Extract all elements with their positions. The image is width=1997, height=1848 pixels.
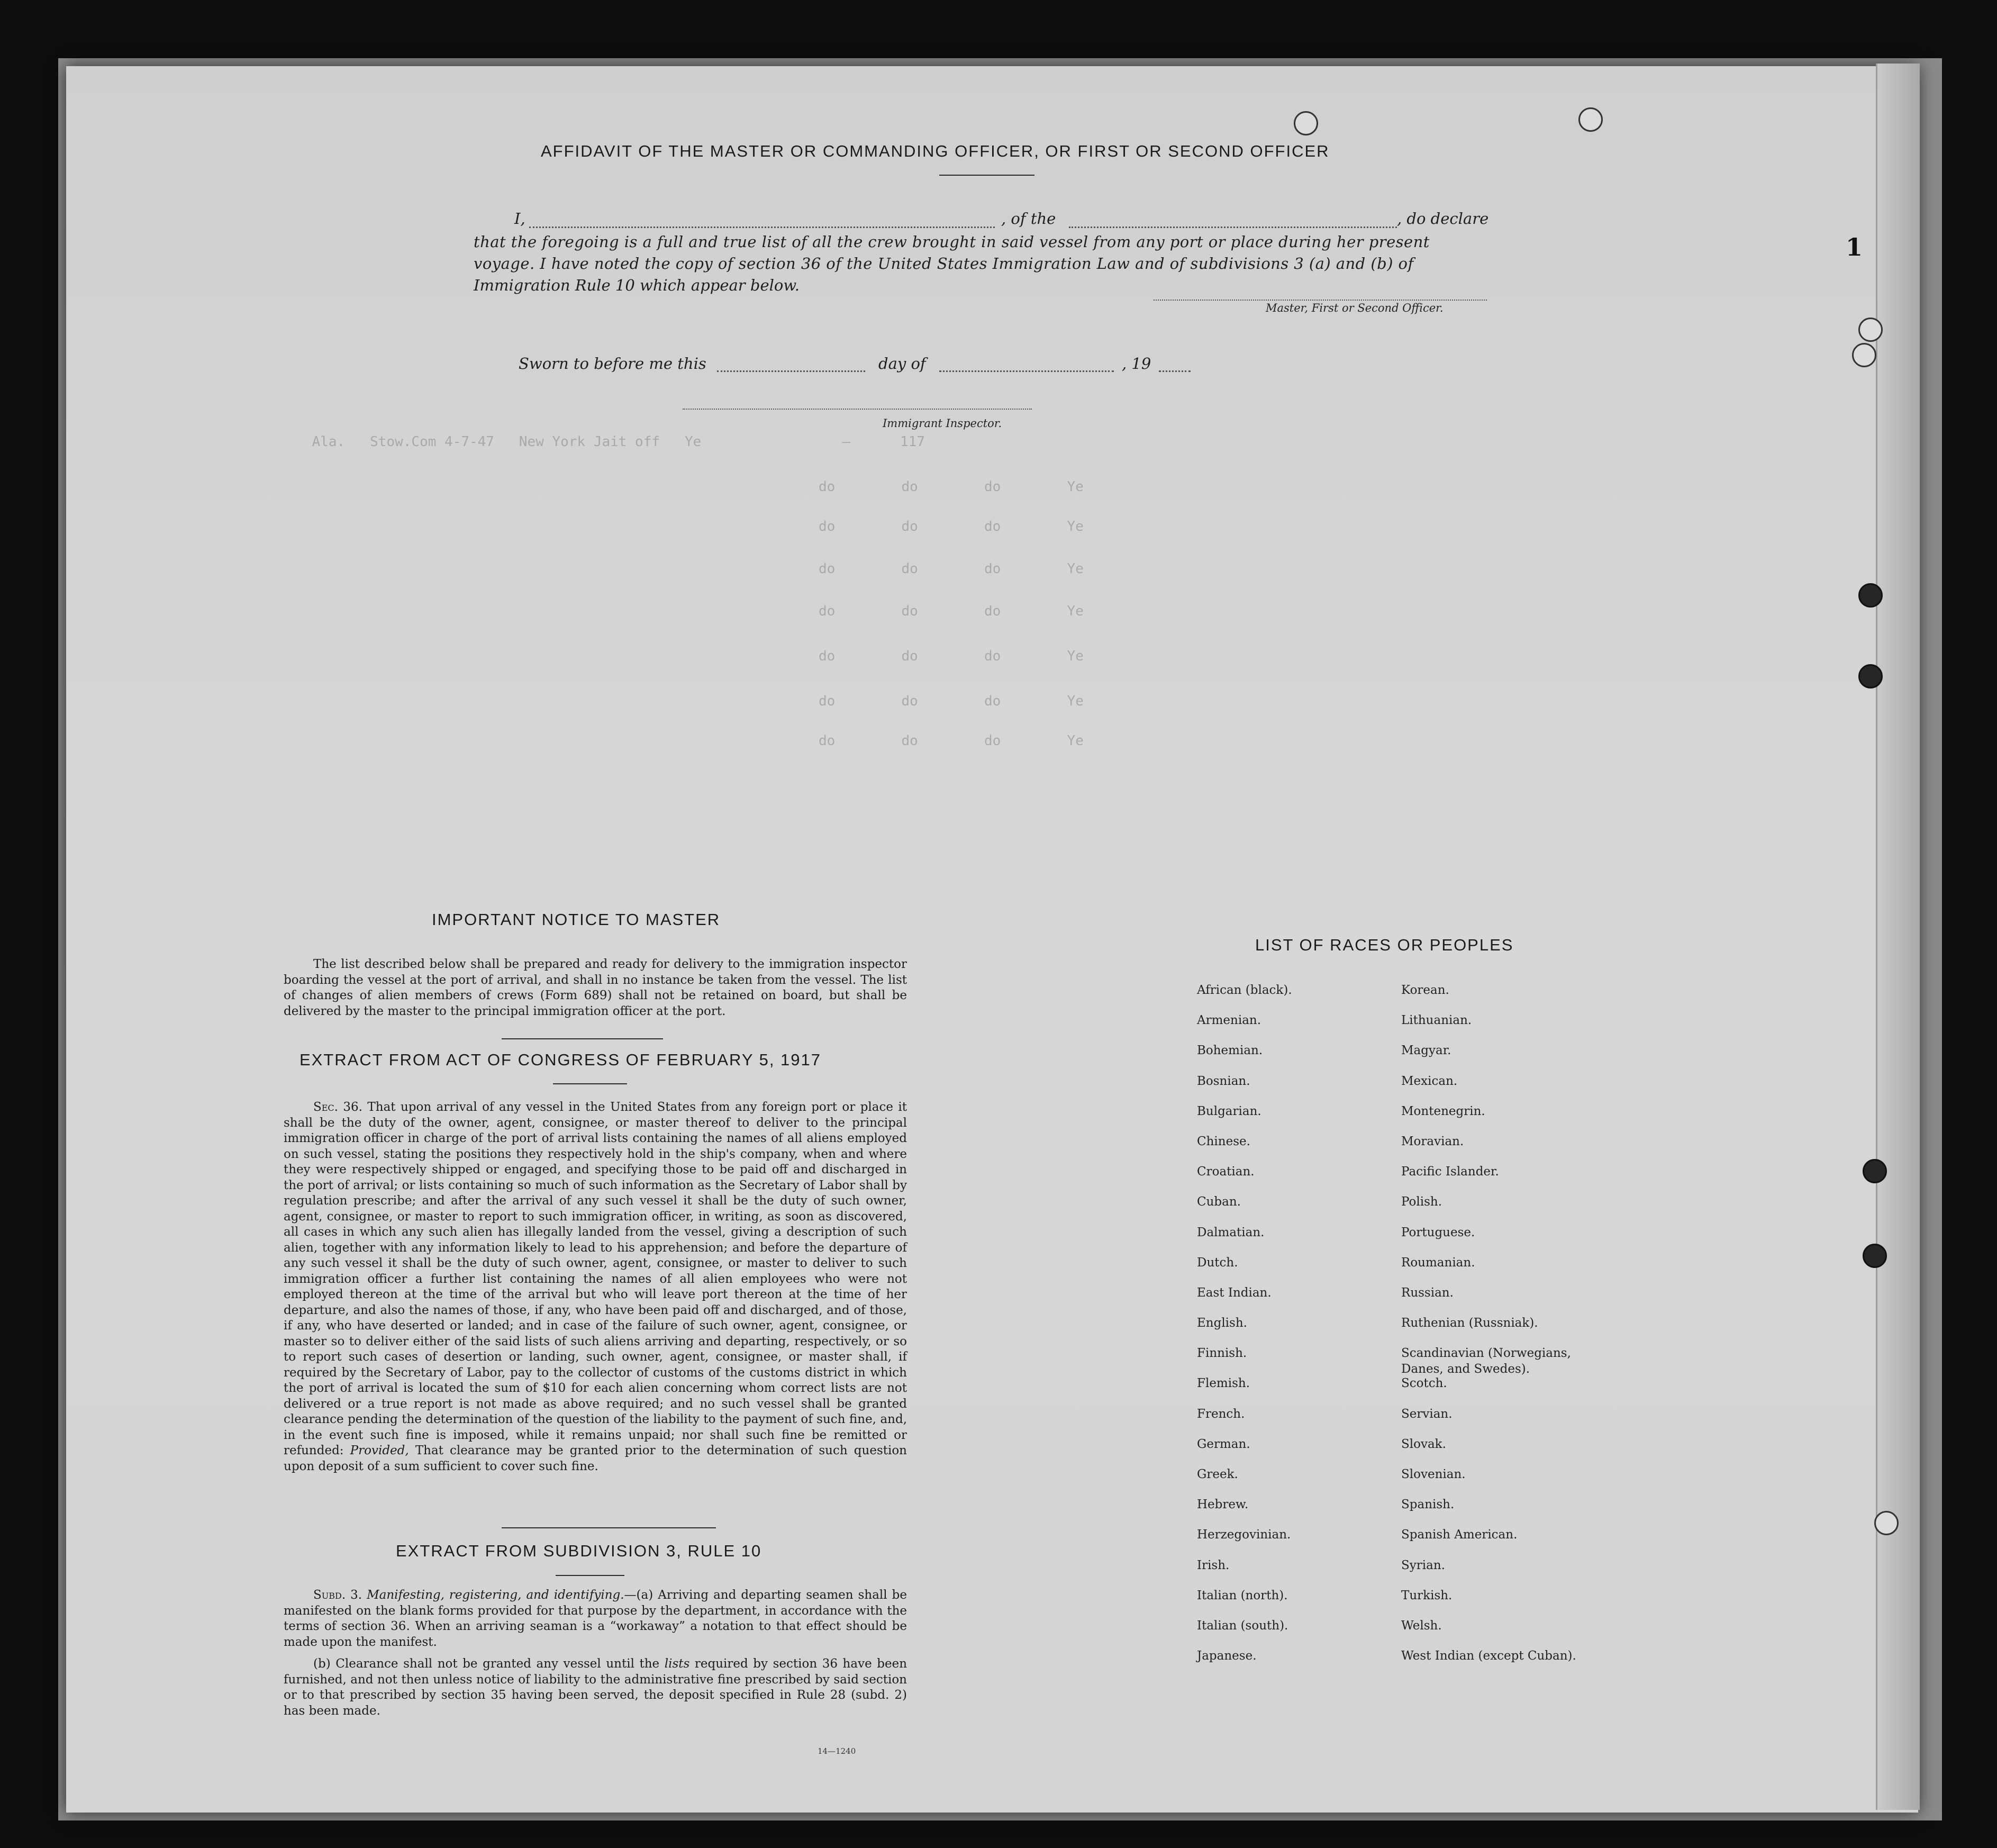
race-item: Scandinavian (Norwegians, Danes, and Swedes). xyxy=(1401,1346,1571,1376)
race-item: Ruthenian (Russniak). xyxy=(1401,1316,1538,1330)
race-item: Greek. xyxy=(1197,1467,1238,1481)
act-text: That upon arrival of any vessel in the United States from any foreign port or place it shall be the duty of the owner, agent, consignee, or master thereof to deliver to the principal immigration officer in charge of the port of arrival lists containing the names of all aliens employed on such vessel, stating the positions they respectively hold in the ship's company, when and where they were respectively shipped or engaged, and specifying those to be paid off and discharged in the port of arrival; or lists containing so much of such information as the Secretary of Labor shall by regulation prescribe; and after the arrival of any such vessel it shall be the duty of such owner, agent, consignee, or master to report to such immigration officer, in writing, as soon as discovered, all cases in which any such alien has illegally landed from the vessel, giving a description of such alien, together with any information likely to lead to his apprehension; and before the departure of any such vessel it shall be the duty of such owner, agent, consignee, or master to deliver to such immigration officer a further list containing the names of all alien employees who were not employed thereon at the time of the arrival but who will leave port thereon at the time of her departure, and also the names of those, if any, who have been paid off and discharged, and of those, if any, who have deserted or landed; and in case of the failure of such owner, agent, consignee, or master so to deliver either of the said lists of such aliens arriving and departing, respectively, or so to report such cases of desertion or landing, such owner, agent, consignee, or master shall, if required by the Secretary of Labor, pay to the collector of customs of the customs district in which the port of arrival is located the sum of $10 for each alien concerning whom correct lists are not delivered or a true report is not made as above required; and no such vessel shall be granted clearance pending the determination of the question of the liability to the payment of such fine, and, in the event such fine is imposed, while it remains unpaid; nor shall such fine be remitted or refunded: xyxy=(284,1100,907,1457)
race-item: Moravian. xyxy=(1401,1134,1464,1148)
sworn-day-of: day of xyxy=(878,355,926,373)
race-item: Lithuanian. xyxy=(1401,1013,1472,1028)
punch-hole xyxy=(1852,343,1876,367)
punch-hole xyxy=(1858,318,1883,342)
act-provided-label: Provided, xyxy=(350,1444,409,1457)
title-divider xyxy=(939,175,1034,176)
punch-hole xyxy=(1863,1244,1887,1268)
act-body xyxy=(284,1100,907,1474)
race-item: Syrian. xyxy=(1401,1558,1445,1572)
punch-hole xyxy=(1578,107,1603,132)
race-item: Polish. xyxy=(1401,1195,1442,1209)
race-item: Armenian. xyxy=(1197,1013,1261,1028)
declaration-of-the: , of the xyxy=(1001,210,1056,228)
race-item: Portuguese. xyxy=(1401,1225,1475,1239)
bleed-through-text: do do do Ye xyxy=(794,603,1084,619)
race-item: Flemish. xyxy=(1197,1376,1250,1391)
race-item: Dalmatian. xyxy=(1197,1225,1265,1239)
affidavit-line-3: Immigration Rule 10 which appear below. xyxy=(474,276,800,294)
bleed-through-text: Ala. Stow.Com 4-7-47 New York Jait off Ye — 117 xyxy=(254,434,925,450)
race-item: Spanish American. xyxy=(1401,1528,1518,1542)
race-item: German. xyxy=(1197,1437,1250,1451)
signature-blank[interactable] xyxy=(1154,300,1487,301)
race-item: Pacific Islander. xyxy=(1401,1165,1499,1179)
rule-para-a xyxy=(284,1588,907,1650)
race-item: Chinese. xyxy=(1197,1134,1250,1148)
vessel-blank[interactable] xyxy=(1069,227,1397,228)
affidavit-line-2: voyage. I have noted the copy of section 36 of the United States Immigration Law and of subdivisions 3 (a) and (b) of xyxy=(474,255,1414,273)
race-item: Dutch. xyxy=(1197,1255,1238,1270)
rule-para-b-post: required by section 36 have been furnished, and not then unless notice of liability to the administrative fine prescribed by said section or to that prescribed by section 35 having been served, the deposit specified in Rule 28 (subd. 2) has been made. xyxy=(284,1657,907,1718)
punch-hole xyxy=(1863,1159,1887,1183)
sheet-right-edge xyxy=(1876,64,1920,1810)
rule-subd-heading: Manifesting, registering, and identifying. xyxy=(367,1588,624,1602)
race-item: Mexican. xyxy=(1401,1074,1458,1088)
race-item: Turkish. xyxy=(1401,1588,1453,1602)
race-item: Slovak. xyxy=(1401,1437,1446,1451)
race-item: Welsh. xyxy=(1401,1618,1442,1633)
margin-page-number: 1 xyxy=(1846,233,1863,261)
race-item: French. xyxy=(1197,1407,1245,1421)
inspector-signature-blank[interactable] xyxy=(683,409,1032,410)
name-blank[interactable] xyxy=(529,227,995,228)
rule-divider xyxy=(556,1575,624,1576)
act-divider xyxy=(553,1083,627,1084)
bleed-through-text: do do do Ye xyxy=(794,693,1084,709)
declaration-end: , do declare xyxy=(1397,210,1489,228)
bleed-through-text: do do do Ye xyxy=(794,479,1084,495)
rule-para-b-label: (b) xyxy=(313,1657,331,1671)
race-item: Montenegrin. xyxy=(1401,1104,1485,1118)
race-item: African (black). xyxy=(1197,983,1292,997)
race-item: West Indian (except Cuban). xyxy=(1401,1649,1576,1663)
affidavit-line-1: that the foregoing is a full and true list of all the crew brought in said vessel from any port or place during her present xyxy=(474,233,1430,251)
rule-para-b xyxy=(284,1656,907,1719)
race-item: Herzegovinian. xyxy=(1197,1528,1291,1542)
race-item: Servian. xyxy=(1401,1407,1453,1421)
notice-divider xyxy=(502,1038,663,1039)
inspector-caption: Immigrant Inspector. xyxy=(883,417,1002,430)
rule-divider-top xyxy=(502,1527,716,1528)
signature-caption: Master, First or Second Officer. xyxy=(1266,302,1444,314)
race-item: Spanish. xyxy=(1401,1498,1455,1512)
rule-para-a-text: —(a) Arriving and departing seamen shall be manifested on the blank forms provided for that purpose by the department, in accordance with the terms of section 36. When an arriving seaman is a “workaway” a notation to that effect should be made upon the manifest. xyxy=(284,1588,907,1649)
bleed-through-text: do do do Ye xyxy=(794,561,1084,577)
race-item: Croatian. xyxy=(1197,1165,1255,1179)
day-blank[interactable] xyxy=(717,370,865,372)
race-item: English. xyxy=(1197,1316,1247,1330)
race-item: Japanese. xyxy=(1197,1649,1257,1663)
race-item: Bulgarian. xyxy=(1197,1104,1261,1118)
act-provided-text: That clearance may be granted prior to the determination of such question upon deposit of a sum sufficient to cover such fine. xyxy=(284,1444,907,1473)
race-item: Magyar. xyxy=(1401,1044,1451,1058)
race-item: Slovenian. xyxy=(1401,1467,1466,1481)
race-item: East Indian. xyxy=(1197,1285,1272,1300)
bleed-through-text: do do do Ye xyxy=(794,733,1084,749)
year-blank[interactable] xyxy=(1159,370,1191,372)
race-item: Bohemian. xyxy=(1197,1044,1263,1058)
rule-subd-label: Subd. 3. xyxy=(313,1588,362,1602)
act-title: EXTRACT FROM ACT OF CONGRESS OF FEBRUARY 5, 1917 xyxy=(299,1050,822,1069)
act-section-label: Sec. 36. xyxy=(313,1100,362,1114)
notice-body xyxy=(284,957,907,1019)
race-item: Scotch. xyxy=(1401,1376,1447,1391)
bleed-through-text: do do do Ye xyxy=(794,648,1084,664)
notice-title: IMPORTANT NOTICE TO MASTER xyxy=(432,910,721,929)
declaration-i: I, xyxy=(514,210,525,228)
sworn-year: , 19 xyxy=(1122,355,1151,373)
race-item: Bosnian. xyxy=(1197,1074,1250,1088)
race-item: Hebrew. xyxy=(1197,1498,1249,1512)
bleed-through-text: do do do Ye xyxy=(794,519,1084,535)
affidavit-title: AFFIDAVIT OF THE MASTER OR COMMANDING OFFICER, OR FIRST OR SECOND OFFICER xyxy=(541,142,1330,160)
race-item: Italian (south). xyxy=(1197,1618,1288,1633)
race-item: Cuban. xyxy=(1197,1195,1241,1209)
punch-hole xyxy=(1858,583,1883,608)
punch-hole xyxy=(1294,111,1318,135)
race-item: Irish. xyxy=(1197,1558,1230,1572)
form-number: 14—1240 xyxy=(818,1746,856,1756)
races-right-column xyxy=(1401,982,1576,1678)
document-sheet xyxy=(66,66,1918,1813)
sworn-prefix: Sworn to before me this xyxy=(519,355,706,373)
race-item: Russian. xyxy=(1401,1285,1454,1300)
race-item: Roumanian. xyxy=(1401,1255,1475,1270)
rule-para-b-pre: Clearance shall not be granted any vessel until the xyxy=(335,1657,660,1671)
rule-para-b-lists: lists xyxy=(664,1657,690,1671)
race-item: Finnish. xyxy=(1197,1346,1247,1361)
races-left-column xyxy=(1197,982,1292,1678)
punch-hole xyxy=(1874,1511,1899,1535)
race-item: Italian (north). xyxy=(1197,1588,1288,1602)
rule-title: EXTRACT FROM SUBDIVISION 3, RULE 10 xyxy=(396,1542,762,1560)
month-blank[interactable] xyxy=(939,370,1114,372)
race-item: Korean. xyxy=(1401,983,1449,997)
punch-hole xyxy=(1858,664,1883,689)
notice-text: The list described below shall be prepared and ready for delivery to the immigration inspector boarding the vessel at the port of arrival, and shall in no instance be taken from the vessel. The list of changes of alien members of crews (Form 689) shall not be retained on board, but shall be delivered by the master to the principal immigration officer at the port. xyxy=(284,957,907,1018)
races-title: LIST OF RACES OR PEOPLES xyxy=(1255,936,1514,954)
